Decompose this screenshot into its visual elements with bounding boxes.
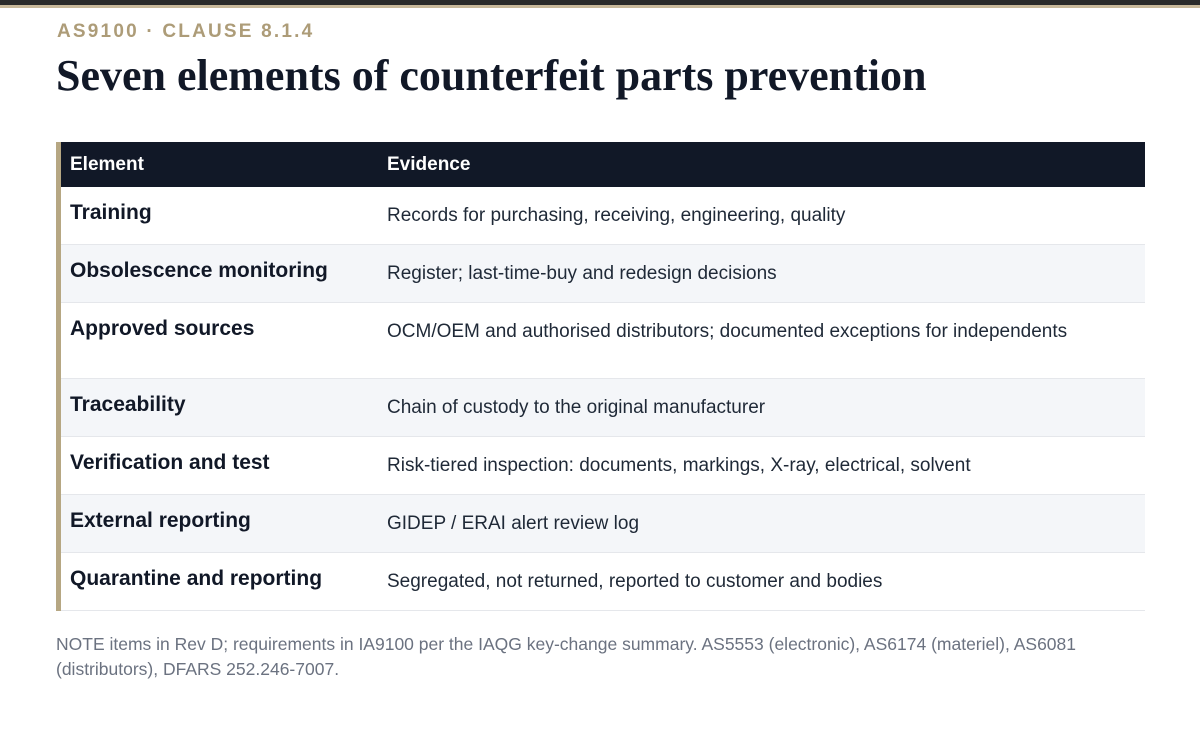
element-cell: Approved sources	[70, 317, 255, 340]
table-row	[61, 245, 1145, 303]
evidence-cell: Risk-tiered inspection: documents, markings, X-ray, electrical, solvent	[387, 455, 971, 476]
table-row	[61, 437, 1145, 495]
footnote: NOTE items in Rev D; requirements in IA9100 per the IAQG key-change summary. AS5553 (electronic), AS6174 (materiel), AS6081 (distributors), DFARS 252.246-7007.	[56, 634, 1076, 679]
evidence-cell: GIDEP / ERAI alert review log	[387, 513, 640, 534]
top-rule	[0, 0, 1200, 8]
evidence-cell: Records for purchasing, receiving, engineering, quality	[387, 205, 846, 226]
table-row	[61, 187, 1145, 245]
column-header-element: Element	[70, 153, 144, 175]
evidence-cell: Segregated, not returned, reported to customer and bodies	[387, 571, 883, 592]
element-cell: Verification and test	[70, 451, 270, 474]
element-cell: Quarantine and reporting	[70, 567, 323, 590]
element-cell: External reporting	[70, 509, 251, 532]
table-row	[61, 495, 1145, 553]
element-cell: Traceability	[70, 393, 186, 416]
element-cell: Obsolescence monitoring	[70, 259, 328, 282]
table-row	[61, 553, 1145, 611]
column-header-evidence: Evidence	[387, 153, 471, 175]
section-kicker: AS9100 · CLAUSE 8.1.4	[57, 21, 315, 42]
evidence-cell: Register; last-time-buy and redesign decisions	[387, 263, 777, 284]
table-header	[61, 142, 1145, 187]
page-title: Seven elements of counterfeit parts prevention	[56, 51, 927, 100]
elements-table	[56, 142, 1145, 611]
evidence-cell: OCM/OEM and authorised distributors; documented exceptions for independents	[387, 321, 1068, 342]
element-cell: Training	[70, 201, 152, 224]
table-row	[61, 303, 1145, 379]
table-row	[61, 379, 1145, 437]
evidence-cell: Chain of custody to the original manufacturer	[387, 397, 766, 418]
